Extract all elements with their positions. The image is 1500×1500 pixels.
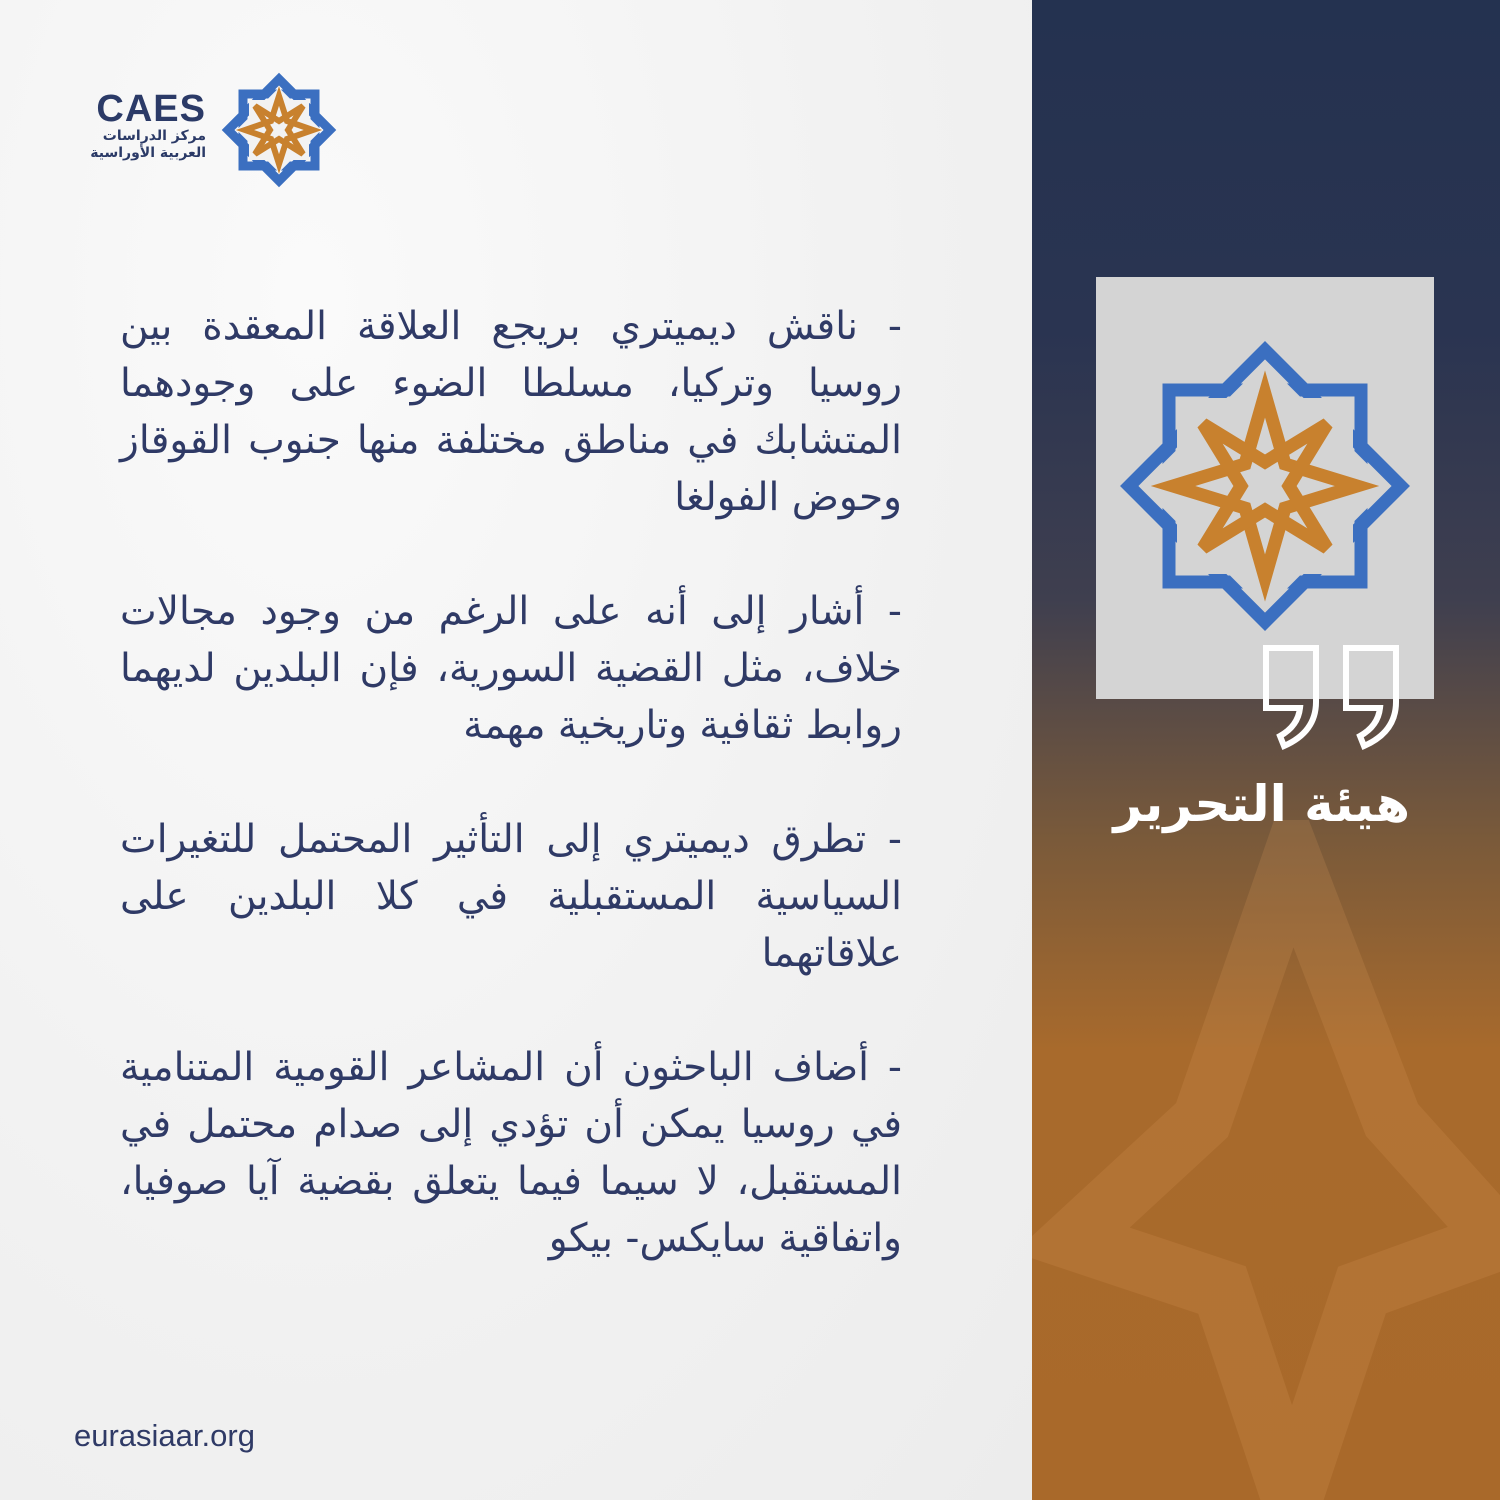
brand-name-line-2: العربية الأوراسية [90,145,206,161]
brand-name-line-1: مركز الدراسات [102,128,206,144]
large-star-emblem-icon [1120,341,1410,631]
bullet-paragraph-2: - أشار إلى أنه على الرغم من وجود مجالات خلاف، مثل القضية السورية، فإن البلدين لديهما روابط ثقافية وتاريخية مهمة [120,589,902,748]
bullet-paragraph-3: - تطرق ديميتري إلى التأثير المحتمل للتغيرات السياسية المستقبلية في كلا البلدين على علاقاتهما [120,817,902,976]
website-url: eurasiaar.org [74,1418,255,1453]
article-body [120,298,902,1324]
star-emblem-icon [219,70,339,190]
bullet-paragraph-1: - ناقش ديميتري بريجع العلاقة المعقدة بين روسيا وتركيا، مسلطا الضوء على وجودهما المتشابك في مناطق مختلفة منها جنوب القوقاز وحوض الفولغا [120,304,902,520]
brand-abbreviation: CAES [96,88,206,130]
quote-mark-icon [1258,640,1408,755]
side-title: هيئة التحرير [1113,775,1410,833]
brand-logo [76,70,346,190]
watermark-pattern-icon [1032,820,1500,1500]
brand-text [76,90,206,162]
bullet-paragraph-4: - أضاف الباحثون أن المشاعر القومية المتنامية في روسيا يمكن أن تؤدي إلى صدام محتمل في المستقبل، لا سيما فيما يتعلق بقضية آيا صوفيا، واتفاقية سايكس- بيكو [120,1045,902,1261]
emblem-card [1096,277,1434,699]
